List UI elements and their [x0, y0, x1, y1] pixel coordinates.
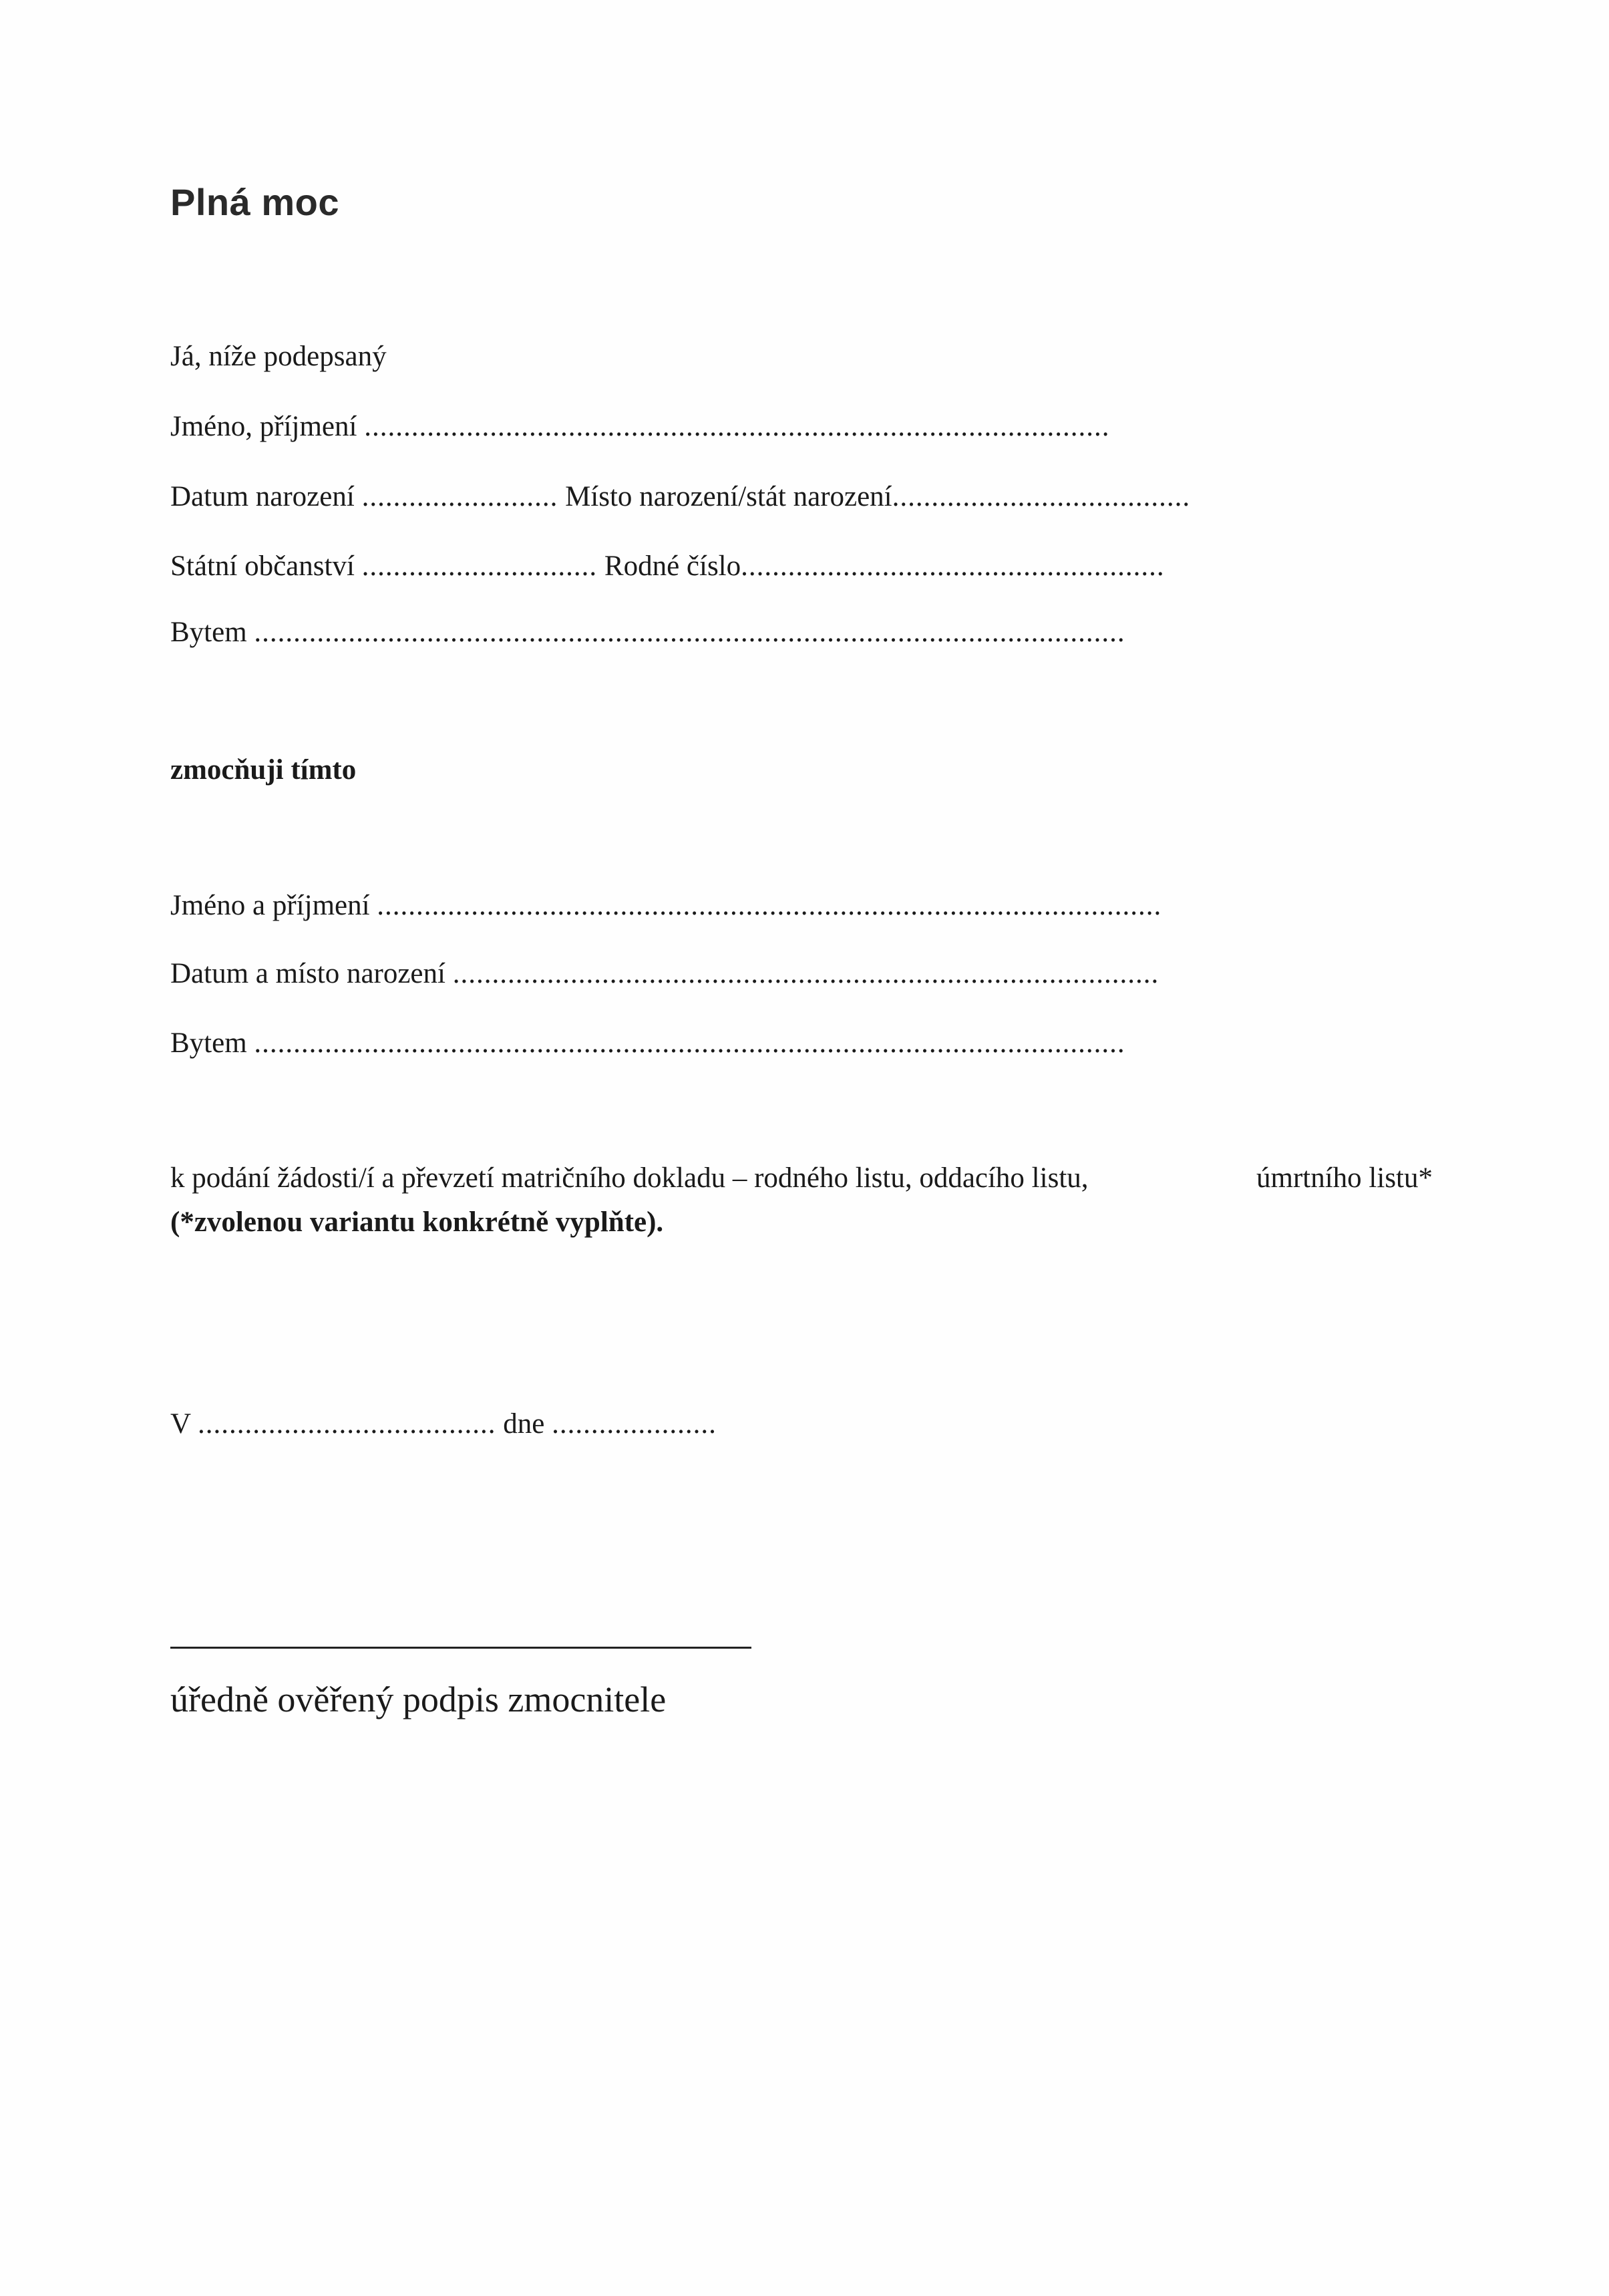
date-label: dne: [503, 1408, 545, 1440]
grantor-id-number-label: Rodné číslo: [604, 550, 741, 582]
agent-birth-label: Datum a místo narození: [170, 958, 445, 989]
grantor-citizenship-row: [170, 552, 1165, 581]
agent-residence-field[interactable]: ...............................................................................................................: [254, 1027, 1125, 1059]
agent-residence-label: Bytem: [170, 1027, 247, 1059]
grantor-name-field[interactable]: ...............................................................................................: [364, 411, 1110, 442]
grantor-birth-date-field[interactable]: .........................: [361, 481, 558, 512]
agent-name-field[interactable]: ....................................................................................................: [377, 890, 1162, 921]
grantor-residence-label: Bytem: [170, 617, 247, 648]
grantor-residence-row: [170, 618, 1125, 647]
place-date-row: [170, 1410, 717, 1438]
grantor-citizenship-label: Státní občanství: [170, 550, 355, 582]
place-field[interactable]: ......................................: [198, 1408, 496, 1440]
grantor-id-number-field[interactable]: ......................................................: [741, 550, 1165, 582]
agent-name-row: [170, 891, 1161, 920]
document-title: Plná moc: [170, 181, 339, 223]
agent-name-label: Jméno a příjmení: [170, 890, 370, 921]
grantor-birth-place-label: Místo narození/stát narození: [565, 481, 892, 512]
purpose-text-death: úmrtního listu*: [1256, 1162, 1433, 1194]
signature-line[interactable]: [170, 1647, 751, 1649]
grantor-birth-row: [170, 482, 1190, 511]
date-field[interactable]: .....................: [552, 1408, 717, 1440]
grantor-birth-place-field[interactable]: ......................................: [892, 481, 1191, 512]
grantor-citizenship-field[interactable]: ..............................: [361, 550, 598, 582]
purpose-note: (*zvolenou variantu konkrétně vyplňte).: [170, 1206, 664, 1238]
agent-residence-row: [170, 1029, 1125, 1057]
agent-birth-row: [170, 959, 1159, 988]
agent-birth-field[interactable]: ..........................................................................................: [452, 958, 1159, 989]
signature-caption: úředně ověřený podpis zmocnitele: [170, 1679, 667, 1719]
grantor-name-label: Jméno, příjmení: [170, 411, 357, 442]
grantor-name-row: [170, 412, 1109, 441]
grantor-birth-date-label: Datum narození: [170, 481, 355, 512]
place-label: V: [170, 1408, 191, 1440]
purpose-text: k podání žádosti/í a převzetí matričního dokladu – rodného listu, oddacího listu,: [170, 1162, 1089, 1194]
intro-text: Já, níže podepsaný: [170, 341, 387, 372]
grantor-residence-field[interactable]: ...............................................................................................................: [254, 617, 1125, 648]
purpose-paragraph: [170, 1156, 1433, 1245]
authorize-heading: zmocňuji tímto: [170, 754, 357, 786]
